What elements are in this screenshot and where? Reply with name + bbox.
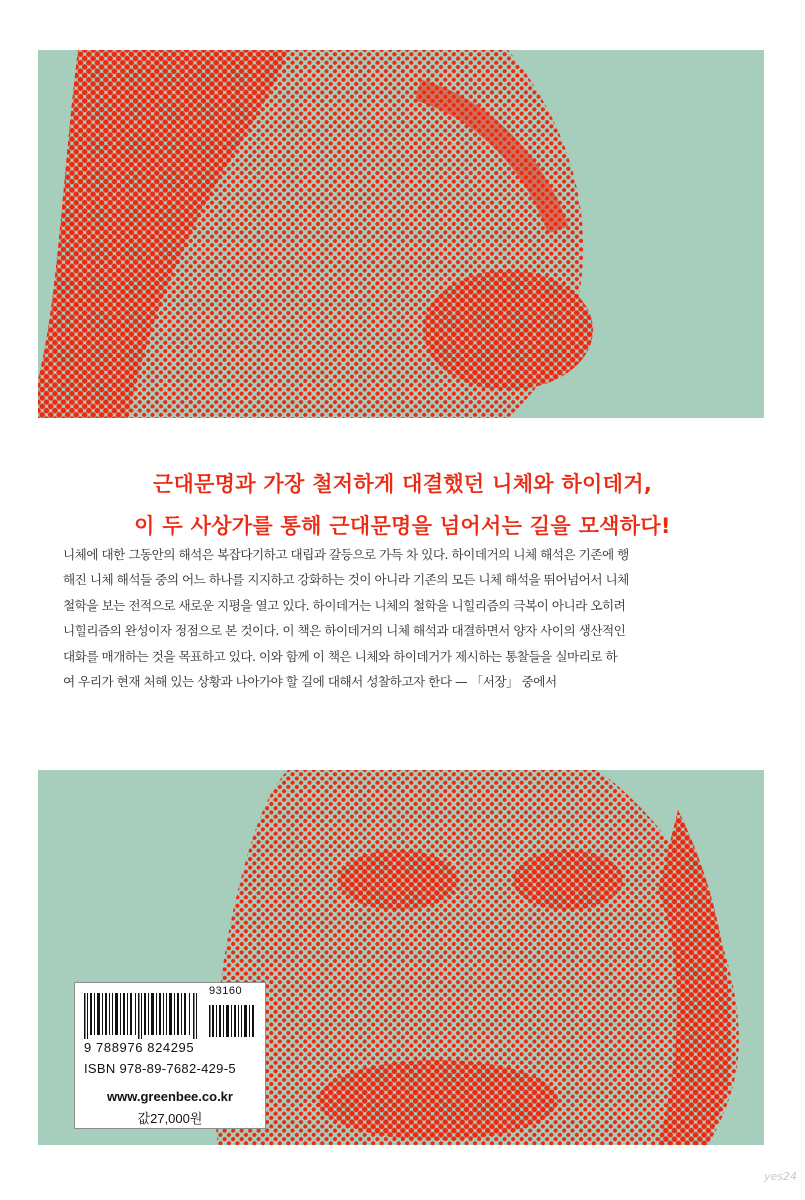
publisher-box (74, 1084, 266, 1129)
blurb-line: 니체에 대한 그동안의 해석은 복잡다기하고 대립과 갈등으로 가득 차 있다. 하이데거의 니체 해석은 기존에 행 (63, 547, 629, 562)
price-label: 값27,000원 (137, 1111, 203, 1126)
publisher-url: www.greenbee.co.kr (107, 1089, 233, 1104)
headline-line-2: 이 두 사상가를 통해 근대문명을 넘어서는 길을 모색하다! (134, 514, 671, 538)
headline-line-1: 근대문명과 가장 철저하게 대결했던 니체와 하이데거, (152, 472, 653, 496)
blurb-line: 니힐리즘의 완성이자 정점으로 본 것이다. 이 책은 하이데거의 니체 해석과 대결하면서 양자 사이의 생산적인 (63, 623, 626, 639)
top-portrait-photo (38, 50, 764, 418)
watermark: yes24 (764, 1170, 798, 1183)
isbn-barcode (84, 993, 202, 1039)
barcode-digits: 9 788976 824295 (84, 1040, 195, 1055)
blurb-line: 해진 니체 해석들 중의 어느 하나를 지지하고 강화하는 것이 아니라 기존의 모든 니체 해석을 뛰어넘어서 니체 (63, 572, 629, 588)
blurb-line: 철학을 보는 전적으로 새로운 지평을 열고 있다. 하이데거는 니체의 철학을 니힐리즘의 극복이 아니라 오히려 (63, 597, 626, 613)
halftone-portrait-top (38, 50, 764, 418)
barcode-addon-number: 93160 (209, 985, 243, 997)
blurb-paragraph (63, 542, 743, 694)
addon-barcode (209, 1005, 257, 1037)
barcode-box (74, 982, 266, 1086)
blurb-line: 여 우리가 현재 처해 있는 상황과 나아가야 할 길에 대해서 성찰하고자 한다 — 「서장」 중에서 (63, 674, 557, 690)
isbn-number: ISBN 978-89-7682-429-5 (84, 1061, 236, 1076)
blurb-line: 대화를 매개하는 것을 목표하고 있다. 이와 함께 이 책은 니체와 하이데거가 제시하는 통찰들을 실마리로 하 (63, 648, 618, 664)
